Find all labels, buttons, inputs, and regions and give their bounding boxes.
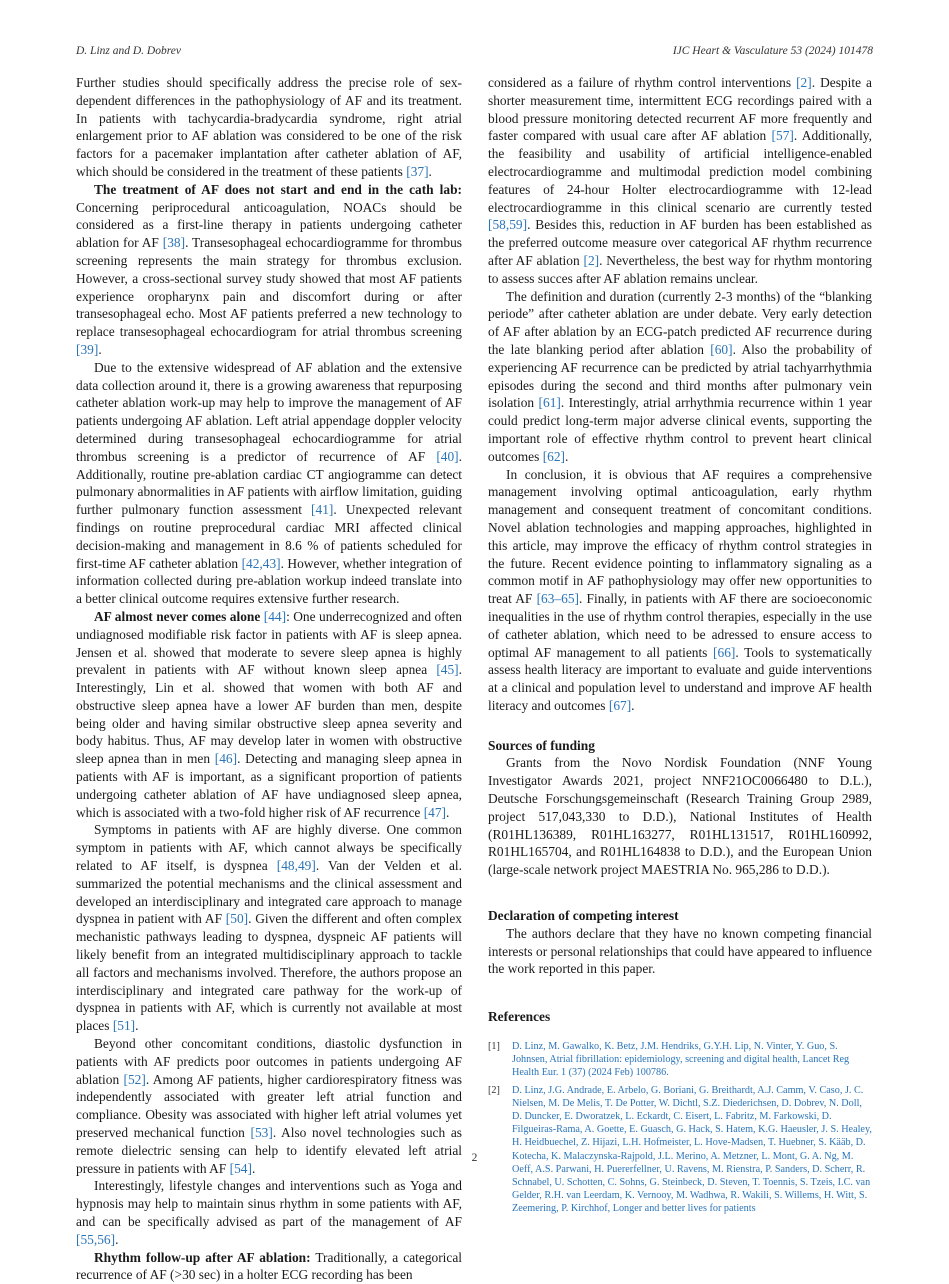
citation-link[interactable]: [37] — [406, 163, 429, 179]
paragraph: Symptoms in patients with AF are highly diverse. One common symptom in patients with AF, which cannot always be specifically related to AF itself, is dyspnea [48,49]. Van der Velden et al. summarized the potential mechanisms and the clinical assessment and developed an interdisciplinary and integrated care approach to manage dyspnea in patient with AF [50]. Given the different and often complex mechanistic pathways leading to dyspnea, dyspneic AF patients will likely benefit from an integrated multidisciplinary approach to tackle all factors and mechanisms involved. Therefore, the authors propose an interdisciplinary and integrated care pathway for the work-up of dyspnea in patients with AF, which is currently not available at most places [51]. — [76, 822, 462, 1034]
citation-link[interactable]: [54] — [229, 1160, 252, 1176]
citation-link[interactable]: [67] — [608, 697, 632, 713]
citation-link[interactable]: [61] — [538, 395, 561, 411]
paragraph-text: Further studies should specifically address the precise role of sex-dependent differences in the pathophysiology of AF and its treatment. In patients with tachycardia-bradycardia syndrome, right atrial enlargement prior to AF ablation was considered to be one of the risk factors for a pacemaker implantation after catheter ablation of AF, which should be considered in the treatment of these patients — [76, 75, 462, 179]
paragraph: Beyond other concomitant conditions, diastolic dysfunction in patients with AF predicts poor outcomes in patients undergoing AF ablation [52]. Among AF patients, higher cardiorespiratory fitness was independently associated with greater left atrial function and compliance. Obesity was associated with higher left atrial volumes yet preserved mechanical function [53]. Also novel technologies such as remote dielectric sensing can help to identify elevated left atrial pressure in patients with AF [54]. — [76, 1036, 462, 1176]
reference-number: [1] — [488, 1041, 500, 1053]
paragraph-text: considered as a failure of rhythm control interventions — [488, 75, 792, 90]
paragraph-text: The definition and duration (currently 2-3 months) of the “blanking periode” after catheter ablation are under debate. Very early detection of AF after ablation by an ECG-patch predicted AF recurrence during the late blanking period after ablation — [488, 288, 872, 357]
paragraph-text: . Unexpected relevant findings on routine preprocedural cardiac MRI affected clinical decision-making and management in 8.6 % of patients scheduled for first-time AF catheter ablation — [76, 502, 462, 571]
citation-link[interactable]: [58,59] — [488, 217, 528, 233]
paragraph-lead: The treatment of AF does not start and end in the cath lab: — [94, 181, 462, 197]
citation-link[interactable]: [2] — [796, 75, 812, 90]
reference-text[interactable]: D. Linz, J.G. Andrade, E. Arbelo, G. Boriani, G. Breithardt, A.J. Camm, V. Caso, J. C. Nielsen, M. De Melis, T. De Potter, W. Dichtl, S.Z. Diederichsen, D. Dobrev, N. Doll, D. Duncker, E. Dworatzek, L. Eckardt, C. Eisert, L. Fabritz, M. Farkowski, D. Filgueiras-Rama, A. Goette, E. Guasch, G. Hack, S. Hatem, K.G. Haeusler, J. S. Healey, H. Heidbuechel, Z. Hijazi, L.H. Hofmeister, L. Hove-Madsen, T. Huebner, S. Kääb, D. Kotecha, K. Malaczynska-Rajpold, J.L. Merino, A. Metzner, L. Mont, G. A. Ng, M. Oeff, A.S. Parwani, H. Puererfellner, U. Ravens, M. Rienstra, P. Sanders, D. Scherr, R. Schnabel, U. Schotten, C. Sohns, G. Steinbeck, D. Steven, T. Toennis, S. Tzeis, I.C. van Gelder, R.H. van Leerdam, K. Vernooy, M. Wadhwa, R. Wakili, S. Willems, H. Witt, S. Zeemering, P. Kirchhof, Longer and better lives for patients — [512, 1084, 872, 1215]
paragraph-text: In conclusion, it is obvious that AF requires a comprehensive management involving optimal anticoagulation, early rhythm management and consequent treatment of concomitant conditions. Novel ablation technologies and mapping approaches, highlighted in this article, may improve the efficacy of rhythm control strategies in the future. Recent evidence pointing to inflammatory signaling as a common motif in AF pathophysiology may offer new opportunities to treat AF — [488, 466, 872, 607]
paragraph-text: . Given the different and often complex mechanistic pathways leading to dyspnea, dyspneic AF patients will likely benefit from an integrated multidisciplinary approach to tackle all factors and mechanisms involved. Therefore, the authors propose an interdisciplinary and integrated care pathway for the work-up of dyspnea in patients with AF, which is currently not available at most places — [76, 911, 462, 1034]
header-authors: D. Linz and D. Dobrev — [76, 45, 181, 57]
right-column — [488, 74, 872, 1220]
paragraph: Interestingly, lifestyle changes and interventions such as Yoga and hypnosis may help to maintain sinus rhythm in some patients with AF, and can be specifically advised as part of the management of AF [55,56]. — [76, 1178, 462, 1247]
paragraph — [488, 74, 872, 288]
paragraph: The treatment of AF does not start and end in the cath lab: Concerning periprocedural anticoagulation, NOACs should be considered as a first-line therapy in patients undergoing catheter ablation for AF [38]. Transesophageal echocardiogramme for thrombus screening represents the main strategy for thrombus exclusion. However, a cross-sectional survey study showed that most AF patients experience oropharynx pain and discomfort during or after transesophageal echo. Most AF patients preferred a new technology to replace transesophageal echocardiogram for atrial thrombus screening [39]. — [76, 181, 462, 357]
citation-link[interactable]: [63–65] — [536, 591, 579, 607]
reference-list — [488, 1040, 872, 1216]
paragraph-text: Beyond other concomitant conditions, diastolic dysfunction in patients with AF predicts poor outcomes in patients undergoing AF ablation — [76, 1036, 462, 1087]
paragraph-text: . Despite a shorter measurement time, intermittent ECG recordings paired with a blood pressure monitoring detected recurrent AF more frequently and faster compared with usual care after AF ablation — [488, 75, 873, 144]
paragraph-text: Symptoms in patients with AF are highly diverse. One common symptom in patients with AF, which cannot always be specifically related to AF itself, is dyspnea — [76, 822, 462, 874]
citation-link[interactable]: [57] — [771, 128, 794, 144]
reference-item[interactable] — [488, 1040, 872, 1080]
running-head — [76, 45, 873, 61]
paragraph-text: . Among AF patients, higher cardiorespiratory fitness was independently associated with greater left atrial function and compliance. Obesity was associated with higher left atrial volumes yet preserved mechanical function — [76, 1071, 462, 1141]
citation-link[interactable]: [44] — [263, 608, 287, 624]
paragraph-text: . Nevertheless, the best way for rhythm montoring to assess succes after AF ablation remains unclear. — [488, 252, 872, 286]
reference-item[interactable] — [488, 1084, 872, 1216]
left-column — [76, 74, 462, 1284]
page-number: 2 — [471, 1152, 478, 1164]
citation-link[interactable]: [60] — [710, 341, 733, 357]
citation-link[interactable]: [66] — [713, 644, 736, 660]
citation-link[interactable]: [55,56] — [76, 1231, 116, 1247]
citation-link[interactable]: [53] — [250, 1125, 273, 1141]
paragraph-text: . Also the probability of experiencing AF recurrence can be predicted by atrial tachyarrhythmia episodes during the second and third months after pulmonary vein isolation — [488, 341, 872, 411]
paragraph — [76, 359, 462, 608]
paragraph-text: Concerning periprocedural anticoagulation, NOACs should be considered as a first-line therapy in patients undergoing catheter ablation for AF — [76, 199, 462, 251]
paragraph-text: . Tools to systematically assess health literacy are important to evaluate and guide interventions at a clinical and population level to understand and improve AF health literacy and outcomes — [488, 644, 872, 713]
paragraph-text: . However, whether integration of information collected during pre-ablation workup indeed translate into a better clinical outcome requires extensive further research. — [76, 555, 462, 607]
citation-link[interactable]: [41] — [311, 502, 334, 518]
paragraph — [76, 1249, 462, 1284]
paragraph-lead: Rhythm follow-up after AF ablation: — [94, 1249, 311, 1265]
reference-text[interactable]: D. Linz, M. Gawalko, K. Betz, J.M. Hendriks, G.Y.H. Lip, N. Vinter, Y. Guo, S. Johnsen, Atrial fibrillation: epidemiology, screening and digital health, Lancet Reg Health Eur. 1 (37) (2024 Feb) 100786. — [512, 1041, 850, 1079]
paragraph-text: . Finally, in patients with AF there are socioeconomic inequalities in the use of rhythm control therapies, especially in the use of catheter ablation, which need to be adressed to ensure access to optimal AF management to all patients — [488, 591, 872, 660]
paragraph-text: : One underrecognized and often undiagnosed modifiable risk factor in patients with AF is sleep apnea. Jensen et al. showed that moderate to severe sleep apnea is highly prevalent in patients with AF without known sleep apnea — [76, 608, 462, 678]
paragraph-text: . Besides this, reduction in AF burden has been established as the preferred outcome measure over categorical AF rhythm recurrence after AF ablation — [488, 217, 872, 268]
declaration-paragraph: The authors declare that they have no known competing financial interests or personal relationships that could have appeared to influence the work reported in this paper. — [488, 925, 872, 977]
funding-paragraph: Grants from the Novo Nordisk Foundation (NNF Young Investigator Awards 2021, project NNF21OC0066480 to D.L.), Deutsche Forschungsgemeinschaft (Research Training Group 2989, project 517,043,330 to D.D.), National Institutes of Health (R01HL136389, R01HL163277, R01HL131517, R01HL160992, R01HL165704, and R01HL164838 to D.D.), and the European Union (large-scale network project MAESTRIA No. 965,286 to D.D.). — [488, 755, 872, 878]
section-heading-references: References — [488, 1009, 551, 1025]
paragraph: In conclusion, it is obvious that AF requires a comprehensive management involving optimal anticoagulation, early rhythm management and consequent treatment of concomitant conditions. Novel ablation technologies and mapping approaches, highlighted in this article, may improve the efficacy of rhythm control strategies in the future. Recent evidence pointing to inflammatory signaling as a common motif in AF pathophysiology may offer new opportunities to treat AF [63–65]. Finally, in patients with AF there are socioeconomic inequalities in the use of rhythm control therapies, especially in the use of catheter ablation, which need to be adressed to ensure access to optimal AF management to all patients [66]. Tools to systematically assess health literacy are important to evaluate and guide interventions at a clinical and population level to understand and improve AF health literacy and outcomes [67]. — [488, 466, 872, 713]
citation-link[interactable]: [51] — [112, 1018, 136, 1034]
citation-link[interactable]: [50] — [225, 911, 249, 927]
citation-link[interactable]: [39] — [76, 341, 99, 357]
paragraph-text: Due to the extensive widespread of AF ablation and the extensive data collection around it, there is a growing awareness that repurposing catheter ablation work-up may help to improve the management of AF patients undergoing AF ablation. Left atrial appendage doppler velocity determined during transesophageal echocardiogramme for atrial thrombus screening is a predictor of recurrence of AF — [76, 359, 462, 464]
citation-link[interactable]: [52] — [123, 1071, 146, 1087]
paragraph-text: . Van der Velden et al. summarized the potential mechanisms and the clinical assessment and developed an interdisciplinary and integrated care approach to manage dyspnea in patient with AF — [76, 858, 462, 927]
citation-link[interactable]: [42,43] — [241, 555, 281, 571]
citation-link[interactable]: [45] — [436, 662, 459, 678]
citation-link[interactable]: [47] — [423, 804, 447, 820]
section-heading-funding: Sources of funding — [488, 737, 595, 753]
paragraph: AF almost never comes alone [44]: One underrecognized and often undiagnosed modifiable risk factor in patients with AF is sleep apnea. Jensen et al. showed that moderate to severe sleep apnea is highly prevalent in patients with AF without known sleep apnea [45]. Interestingly, Lin et al. showed that women with both AF and obstructive sleep apnea have a lower AF burden than men, despite being older and having similar obstructive sleep apnea severity and body habitus. Thus, AF may develop later in women with obstructive sleep apnea than in men [46]. Detecting and managing sleep apnea in patients with AF is important, as a significant proportion of patients undergoing catheter ablation of AF have undiagnosed sleep apnea, which is associated with a two-fold higher risk of AF recurrence [47]. — [76, 608, 462, 820]
paragraph-text: . Also novel technologies such as remote dielectric sensing can help to identify elevated left atrial pressure in patients with AF — [76, 1125, 462, 1176]
paragraph-text: . Detecting and managing sleep apnea in patients with AF is important, as a significant proportion of patients undergoing catheter ablation of AF have undiagnosed sleep apnea, which is associated with a two-fold higher risk of AF recurrence — [76, 751, 462, 820]
citation-link[interactable]: [2] — [583, 252, 600, 268]
citation-link[interactable]: [62] — [542, 448, 565, 464]
paragraph-text: Traditionally, a categorical recurrence of AF (>30 sec) in a holter ECG recording has been — [76, 1249, 462, 1283]
header-journal: IJC Heart & Vasculature 53 (2024) 101478 — [672, 45, 873, 57]
paragraph-lead: AF almost never comes alone — [94, 608, 261, 624]
citation-link[interactable]: [48,49] — [276, 858, 316, 874]
paragraph-text: Interestingly, lifestyle changes and interventions such as Yoga and hypnosis may help to maintain sinus rhythm in some patients with AF, and can be specifically advised as part of the management of AF — [76, 1178, 462, 1229]
paragraph: Further studies should specifically address the precise role of sex-dependent differences in the pathophysiology of AF and its treatment. In patients with tachycardia-bradycardia syndrome, right atrial enlargement prior to AF ablation was considered to be one of the risk factors for a pacemaker implantation after catheter ablation of AF, which should be considered in the treatment of these patients [37]. — [76, 75, 462, 179]
paragraph-text: . Additionally, the feasibility and usability of artificial intelligence-enabled electrocardiogramme and multimodal prediction model combining features of 24-hour Holter electrocardiogramme with 12-lead electrocardiogramme in this clinical scenario are currently tested — [488, 128, 872, 215]
paragraph: The definition and duration (currently 2-3 months) of the “blanking periode” after catheter ablation are under debate. Very early detection of AF after ablation by an ECG-patch predicted AF recurrence during the late blanking period after ablation [60]. Also the probability of experiencing AF recurrence can be predicted by atrial tachyarrhythmia episodes during the second and third months after pulmonary vein isolation [61]. Interestingly, atrial arrhythmia recurrence within 1 year could predict long-term major adverse clinical events, supporting the important role of effective rhythm control to prevent heart clinical outcomes [62]. — [488, 288, 872, 464]
citation-link[interactable]: [40] — [436, 448, 459, 464]
paragraph-text: . Interestingly, Lin et al. showed that women with both AF and obstructive sleep apnea have a lower AF burden than men, despite being older and having similar obstructive sleep apnea severity and body habitus. Thus, AF may develop later in women with obstructive sleep apnea than in men — [76, 662, 462, 767]
citation-link[interactable]: [46] — [214, 751, 238, 767]
paragraph-text: . Additionally, routine pre-ablation cardiac CT angiogramme can detect pulmonary abnormalities in AF patients with airflow limitation, guiding further pulmonary function assessment — [76, 448, 462, 518]
citation-link[interactable]: [38] — [162, 235, 186, 251]
section-heading-declaration: Declaration of competing interest — [488, 908, 679, 924]
paragraph-text: . Interestingly, atrial arrhythmia recurrence within 1 year could predict long-term major adverse clinical events, supporting the important role of effective rhythm control to prevent heart clinical outcomes — [488, 395, 872, 464]
reference-number: [2] — [488, 1084, 500, 1096]
paragraph-text: . Transesophageal echocardiogramme for thrombus screening represents the main strategy for thrombus exclusion. However, a cross-sectional survey study showed that most AF patients experience oropharynx pain and discomfort during or after transesophageal echo. Most AF patients preferred a new technology to replace transesophageal echocardiogram for atrial thrombus screening — [76, 235, 462, 340]
